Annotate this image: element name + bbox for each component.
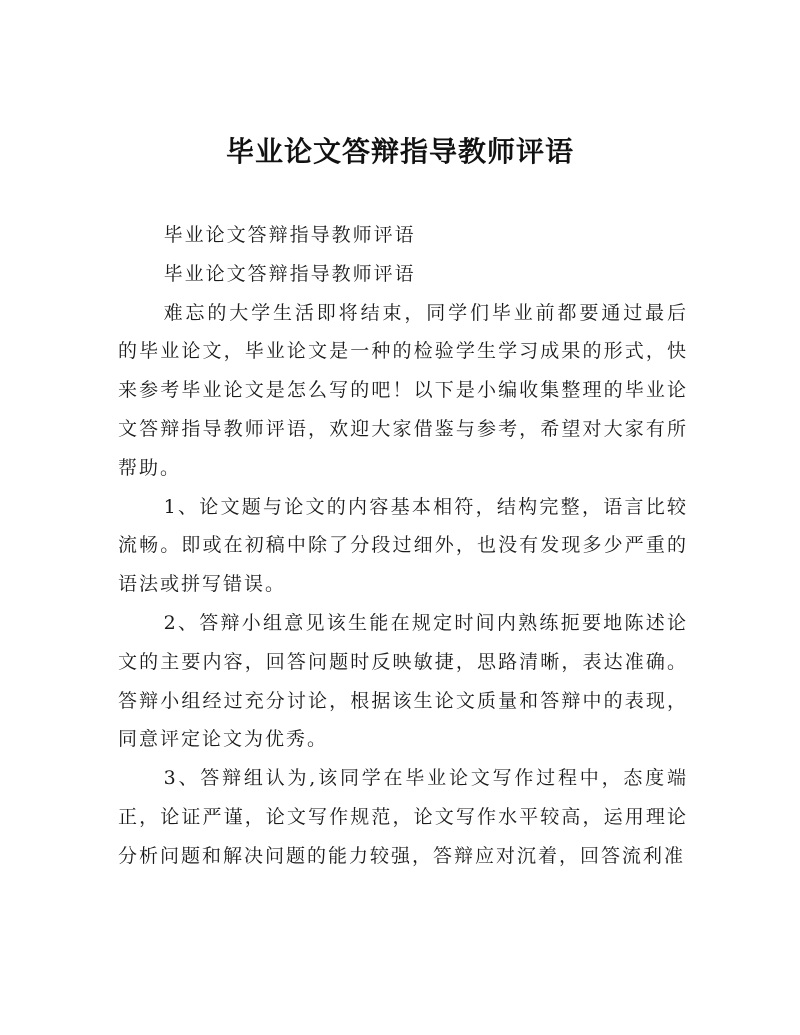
paragraph-comment-1: 1、论文题与论文的内容基本相符，结构完整，语言比较流畅。即或在初稿中除了分段过细外，也没有发现多少严重的语法或拼写错误。 xyxy=(118,495,688,596)
paragraph-intro: 难忘的大学生活即将结束，同学们毕业前都要通过最后的毕业论文，毕业论文是一种的检验学生学习成果的形式，快来参考毕业论文是怎么写的吧！以下是小编收集整理的毕业论文答辩指导教师评语，欢迎大家借鉴与参考，希望对大家有所帮助。 xyxy=(118,301,688,479)
document-body xyxy=(118,216,688,876)
paragraph-comment-2: 2、答辩小组意见该生能在规定时间内熟练扼要地陈述论文的主要内容，回答问题时反映敏捷，思路清晰，表达准确。答辩小组经过充分讨论，根据该生论文质量和答辩中的表现，同意评定论文为优秀。 xyxy=(118,611,688,751)
paragraph-subtitle-1: 毕业论文答辩指导教师评语 xyxy=(163,224,416,246)
paragraph-comment-3: 3、答辩组认为,该同学在毕业论文写作过程中，态度端正，论证严谨，论文写作规范，论文写作水平较高，运用理论分析问题和解决问题的能力较强，答辩应对沉着，回答流利准 xyxy=(118,767,688,867)
paragraph-subtitle-2: 毕业论文答辩指导教师评语 xyxy=(163,262,416,285)
document-title: 毕业论文答辩指导教师评语 xyxy=(225,135,574,168)
